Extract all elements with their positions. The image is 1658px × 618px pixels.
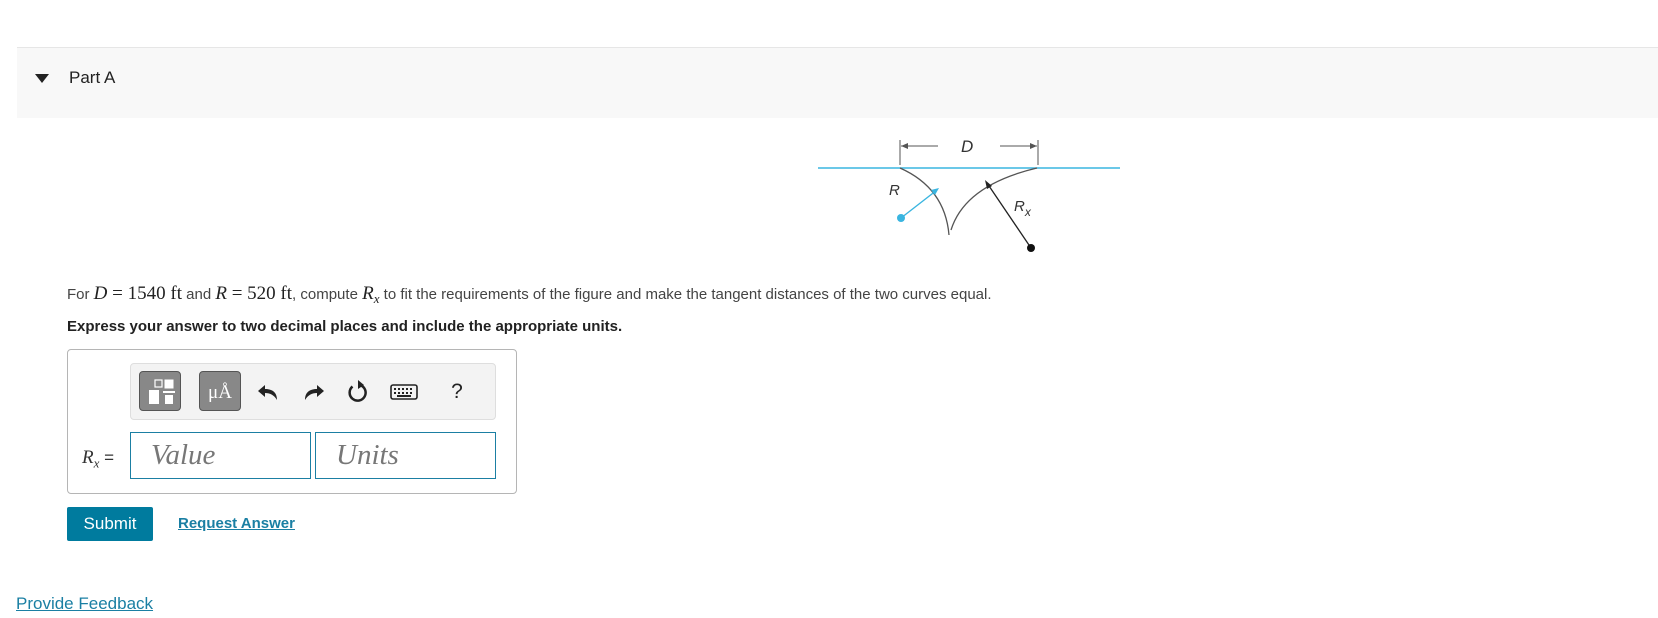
help-icon[interactable]: ? [451,380,463,403]
answer-label-eq: = [99,448,115,467]
reset-icon[interactable] [343,378,371,406]
radius-r-line [901,190,937,218]
answer-label-var: R [82,447,94,468]
value-input[interactable] [130,432,311,479]
question-and: and [181,286,216,303]
radius-r-label: R [889,182,900,199]
dimension-arrow-left [901,143,908,149]
request-answer-link[interactable]: Request Answer [178,515,295,532]
caret-down-icon[interactable] [35,74,49,83]
answer-label [82,447,114,471]
radius-rx-center [1027,244,1035,252]
submit-button[interactable]: Submit [67,507,153,541]
provide-feedback-link[interactable]: Provide Feedback [16,594,154,613]
question-d-eq: = 1540 ft [107,283,182,304]
redo-icon[interactable] [299,378,327,406]
question-text [67,283,992,307]
question-prefix: For [67,286,94,303]
templates-icon [140,372,180,410]
answer-label-sub: x [93,455,100,471]
instruction-text: Express your answer to two decimal places and include the appropriate units. [67,318,623,335]
question-rx-var: R [362,283,374,304]
dimension-arrow-right [1030,143,1037,149]
units-symbol-label: μÅ [208,382,232,403]
units-symbol-button[interactable] [199,371,241,411]
part-a-header[interactable] [17,47,1658,118]
keyboard-icon[interactable] [389,378,419,406]
curve-left [900,168,949,235]
radius-rx-label-sub: x [1024,205,1031,219]
templates-button[interactable] [139,371,181,411]
dimension-label-d: D [961,137,974,156]
answer-box [67,349,517,494]
part-title: Part A [69,68,116,87]
math-toolbar [130,363,496,420]
radius-rx-label-main: R [1014,198,1025,215]
undo-icon[interactable] [255,378,283,406]
problem-figure [815,130,1120,265]
question-mid: , compute [292,286,363,303]
question-r-eq: = 520 ft [226,283,293,304]
question-rx-sub: x [373,291,380,306]
question-suffix: to fit the requirements of the figure and make the tangent distances of the two curves equal. [379,286,992,303]
radius-rx-label [1014,198,1032,219]
question-d-var: D [93,283,108,304]
radius-r-center [897,214,905,222]
question-r-var: R [215,283,227,304]
units-input[interactable] [315,432,496,479]
